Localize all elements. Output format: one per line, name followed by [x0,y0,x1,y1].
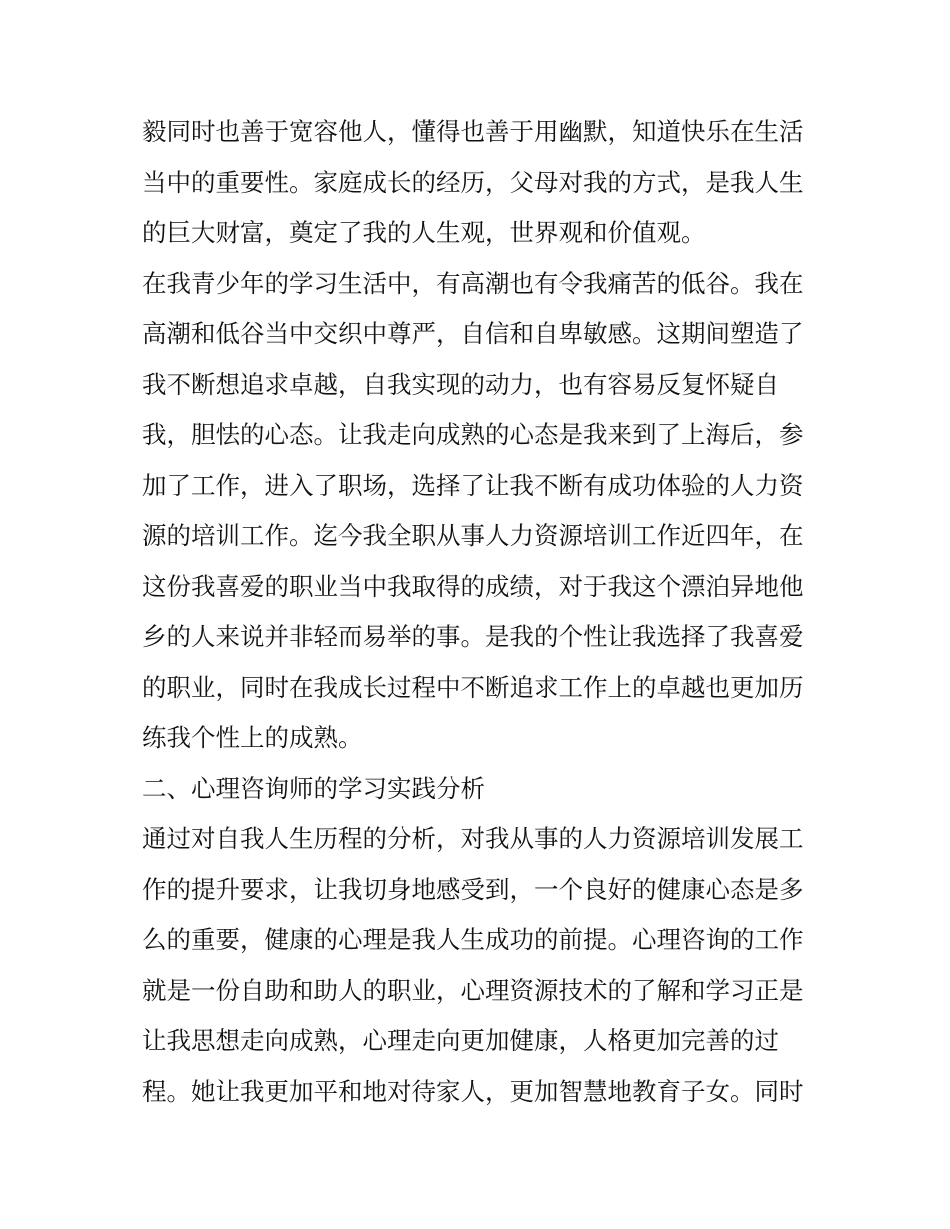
text-line: 的巨大财富，奠定了我的人生观，世界观和价值观。 [142,218,706,247]
text-line: 程。她让我更加平和地对待家人，更加智慧地教育子女。同时 [142,1076,804,1106]
text-line: 作的提升要求，让我切身地感受到，一个良好的健康心态是多 [142,874,804,904]
text-line: 在我青少年的学习生活中，有高潮也有令我痛苦的低谷。我在 [142,268,804,298]
text-line: 毅同时也善于宽容他人，懂得也善于用幽默，知道快乐在生活 [142,117,804,146]
section-heading: 二、心理咨询师的学习实践分析 [142,773,485,803]
text-line: 我，胆怯的心态。让我走向成熟的心态是我来到了上海后，参 [142,420,804,449]
text-line: 就是一份自助和助人的职业，心理资源技术的了解和学习正是 [142,975,804,1005]
text-line: 高潮和低谷当中交织中尊严，自信和自卑敏感。这期间塑造了 [142,319,804,348]
text-line: 让我思想走向成熟，心理走向更加健康，人格更加完善的过 [142,1026,779,1055]
text-line: 练我个性上的成熟。 [142,723,363,752]
text-line: 通过对自我人生历程的分析，对我从事的人力资源培训发展工 [142,824,804,853]
text-line: 的职业，同时在我成长过程中不断追求工作上的卓越也更加历 [142,672,804,702]
text-line: 乡的人来说并非轻而易举的事。是我的个性让我选择了我喜爱 [142,622,804,651]
text-line: 这份我喜爱的职业当中我取得的成绩，对于我这个漂泊异地他 [142,571,804,601]
text-line: 么的重要，健康的心理是我人生成功的前提。心理咨询的工作 [142,925,804,954]
text-line: 源的培训工作。迄今我全职从事人力资源培训工作近四年，在 [142,521,804,550]
text-line: 加了工作，进入了职场，选择了让我不断有成功体验的人力资 [142,470,804,500]
text-line: 当中的重要性。家庭成长的经历，父母对我的方式，是我人生 [142,167,804,197]
text-line: 我不断想追求卓越，自我实现的动力，也有容易反复怀疑自 [142,369,779,399]
body-text [142,107,822,1117]
